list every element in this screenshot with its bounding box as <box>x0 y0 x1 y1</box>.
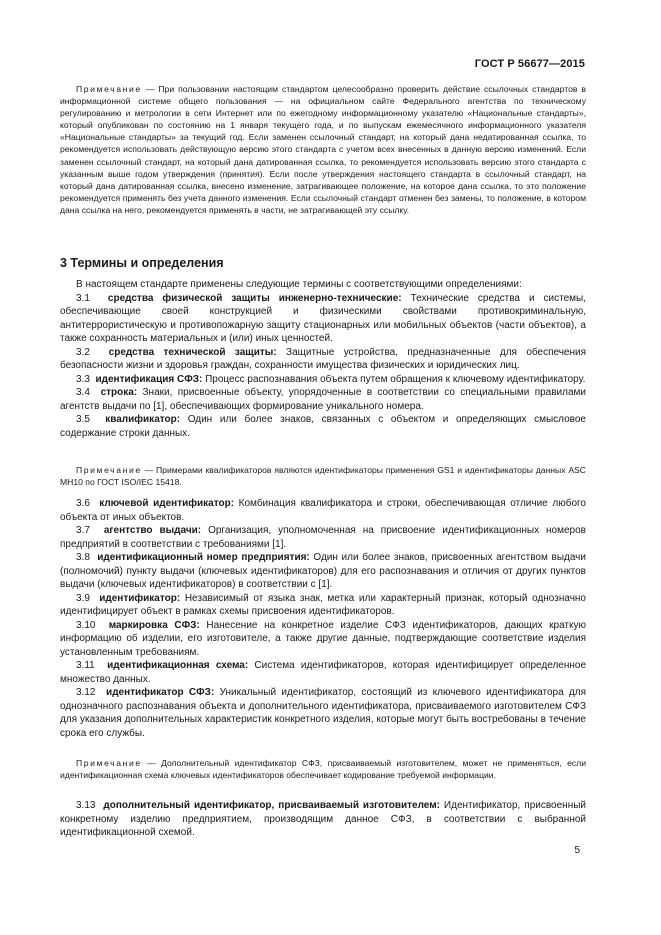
note-text: — При пользовании настоящим стандартом целесообразно проверить действие ссылочных стандартов в информационной системе общего пользования — на официальном сайте Федерального агентства по техническому регулированию и метрологии в сети Интернет или по ежегодному информационному указателю «Национальные стандарты», который опубликован по состоянию на 1 января текущего года, и по выпускам ежемесячного информационного указателя «Национальные стандарты» за текущий год. Если заменен ссылочный стандарт, на который дана недатированная ссылка, то рекомендуется использовать действующую версию этого стандарта с учетом всех внесенных в данную версию изменений. Если заменен ссылочный стандарт, на который дана датированная ссылка, то рекомендуется использовать версию этого стандарта с указанным выше годом утверждения (принятия). Если после утверждения настоящего стандарта в ссылочный стандарт, на который дана датированная ссылка, внесено изменение, затрагивающее положение, на которое дана ссылка, то это положение рекомендуется применять без учета данного изменения. Если ссылочный стандарт отменен без замены, то положение, в котором дана ссылка на него, рекомендуется применять в части, не затрагивающей эту ссылку. <box>60 84 586 215</box>
note-label: Примечание <box>76 758 142 768</box>
term: строка: <box>100 387 138 398</box>
definition: Нанесение на конкретное изделие СФЗ идентификаторов, дающих краткую информацию об изделии, его изготовителе, а также другие данные, подтверждающие соответствие изделия установленным требованиям. <box>60 619 586 658</box>
definition: Система идентификаторов, которая идентифицирует определенное множество данных. <box>60 660 587 685</box>
definition: Уникальный идентификатор, состоящий из ключевого идентификатора для однозначного распознавания объекта и дополнительного идентификатора, присваиваемого изготовителем СФЗ для указания дополнительных характеристик конкретного изделия, которые могут быть востребованы в течение срока его службы. <box>60 687 587 739</box>
definition: Один или более знаков, связанных с объектом и определяющих смысловое содержание строки данных. <box>60 414 586 439</box>
definition-3-1: 3.1 средства физической защиты инженерно-технические: Технические средства и системы, обеспечивающие своей конструкцией и физическими свойствами противокриминальную, антитеррористическую и противопожарную защиту стационарных или мобильных объектов (части объектов), а также сохранность материальных и (или) иных ценностей. <box>60 292 587 344</box>
note-paragraph <box>60 757 586 781</box>
page-number: 5 <box>574 845 580 856</box>
definitions-block-1 <box>60 278 586 440</box>
definition-3-9: 3.9 идентификатор: Независимый от языка знак, метка или характерный признак, который однозначно идентифицирует объект в рамках схемы присвоения идентификаторов. <box>60 592 586 617</box>
definition: Защитные устройства, предназначенные для обеспечения безопасности жизни и здоровья граждан, сохранности имущества физических и юридических лиц. <box>60 346 587 371</box>
standard-title: ГОСТ Р 56677—2015 <box>474 58 585 70</box>
definition-3-3: 3.3 идентификация СФЗ: Процесс распознавания объекта путем обращения к ключевому идентификатору. <box>76 373 586 385</box>
term: средства физической защиты инженерно-технические: <box>107 292 402 304</box>
note-referenced-standards <box>60 79 586 216</box>
term: идентификационный номер предприятия: <box>97 552 310 563</box>
section-intro: В настоящем стандарте применены следующие термины с соответствующими определениями: <box>76 279 522 290</box>
note-text: — Примерами квалификаторов являются идентификаторы применения GS1 и идентификаторы данных ASC MH10 по ГОСТ ISO/IEC 15418. <box>60 465 586 488</box>
definitions-block-2 <box>60 497 586 740</box>
note-paragraph <box>60 464 586 488</box>
definition-3-5: 3.5 квалификатор: Один или более знаков, связанных с объектом и определяющих смысловое содержание строки данных. <box>60 414 586 439</box>
definition: Комбинация квалификатора и строки, обеспечивающая отличие любого объекта от иных объектов. <box>60 498 586 523</box>
definition: Один или более знаков, присвоенных агентством выдачи (полномочий) пункту выдачи (ключевых идентификаторов) для его распознавания и отличия от других пунктов выдачи (ключевых идентификаторов) в соответствии с [1]. <box>60 552 586 590</box>
definition: Идентификатор, присвоенный конкретному изделию предприятием, производящим данное СФЗ, в соответствии с выбранной идентификационной схемой. <box>60 800 586 838</box>
definition: Организация, уполномоченная на присвоение идентификационных номеров предприятий в соответствии с требованиями [1]. <box>60 525 586 550</box>
term: маркировка СФЗ: <box>108 619 200 631</box>
term: идентификатор: <box>99 592 181 604</box>
term: идентификационная схема: <box>107 660 249 671</box>
definition-3-12: 3.12 идентификатор СФЗ: Уникальный идентификатор, состоящий из ключевого идентификатора для однозначного распознавания объекта и дополнительного идентификатора, присваиваемого изготовителем СФЗ для указания дополнительных характеристик конкретного изделия, которые могут быть востребованы в течение срока его службы. <box>60 687 587 739</box>
term: ключевой идентификатор: <box>99 498 235 509</box>
section-heading: 3 Термины и определения <box>60 256 224 270</box>
note-qualifier <box>60 464 586 488</box>
note-identifier <box>60 757 586 781</box>
definition-3-7: 3.7 агентство выдачи: Организация, уполномоченная на присвоение идентификационных номеров предприятий в соответствии с требованиями [1]. <box>60 525 586 550</box>
definition-3-8: 3.8 идентификационный номер предприятия: Один или более знаков, присвоенных агентством выдачи (полномочий) пункту выдачи (ключевых идентификаторов) для его распознавания и отличия от других пунктов выдачи (ключевых идентификаторов) в соответствии с [1]. <box>60 552 586 590</box>
definition-3-2: 3.2 средства технической защиты: Защитные устройства, предназначенные для обеспечения безопасности жизни и здоровья граждан, сохранности имущества физических и юридических лиц. <box>60 346 587 371</box>
note-paragraph <box>60 83 586 216</box>
definition: Процесс распознавания объекта путем обращения к ключевому идентификатору. <box>202 373 586 385</box>
note-text: — Дополнительный идентификатор СФЗ, присваиваемый изготовителем, может не применяться, если идентификационная схема ключевых идентификаторов обеспечивает кодирование требуемой информации. <box>60 758 586 781</box>
term: средства технической защиты: <box>108 346 277 358</box>
definition-3-6: 3.6 ключевой идентификатор: Комбинация квалификатора и строки, обеспечивающая отличие любого объекта от иных объектов. <box>60 498 586 523</box>
term: дополнительный идентификатор, присваиваемый изготовителем: <box>103 800 440 811</box>
term: агентство выдачи: <box>103 525 202 536</box>
definition-3-13: 3.13 дополнительный идентификатор, присваиваемый изготовителем: Идентификатор, присвоенный конкретному изделию предприятием, производящим данное СФЗ, в соответствии с выбранной идентификационной схемой. <box>60 800 586 838</box>
term: идентификатор СФЗ: <box>106 687 215 698</box>
definitions-block-3 <box>60 799 586 840</box>
definition-3-4: 3.4 строка: Знаки, присвоенные объекту, упорядоченные в соответствии со специальными правилами агентств выдачи по [1], обеспечивающих формирование уникального номера. <box>60 387 586 412</box>
definition: Знаки, присвоенные объекту, упорядоченные в соответствии со специальными правилами агентств выдачи по [1], обеспечивающих формирование уникального номера. <box>60 387 586 412</box>
definition-3-11: 3.11 идентификационная схема: Система идентификаторов, которая идентифицирует определенное множество данных. <box>60 660 587 685</box>
note-label: Примечание <box>76 465 142 475</box>
definition: Технические средства и системы, обеспечивающие своей конструкцией и физическими свойствами противокриминальную, антитеррористическую и противопожарную защиту стационарных или мобильных объектов (части объектов), а также сохранность материальных и (или) иных ценностей. <box>60 292 587 344</box>
term: идентификация СФЗ: <box>95 373 203 385</box>
term: квалификатор: <box>105 414 181 425</box>
definition-3-10: 3.10 маркировка СФЗ: Нанесение на конкретное изделие СФЗ идентификаторов, дающих краткую информацию об изделии, его изготовителе, а также другие данные, подтверждающие соответствие изделия установленным требованиям. <box>60 619 586 658</box>
definition: Независимый от языка знак, метка или характерный признак, который однозначно идентифицирует объект в рамках схемы присвоения идентификаторов. <box>60 592 586 617</box>
note-label: Примечание <box>76 84 142 94</box>
